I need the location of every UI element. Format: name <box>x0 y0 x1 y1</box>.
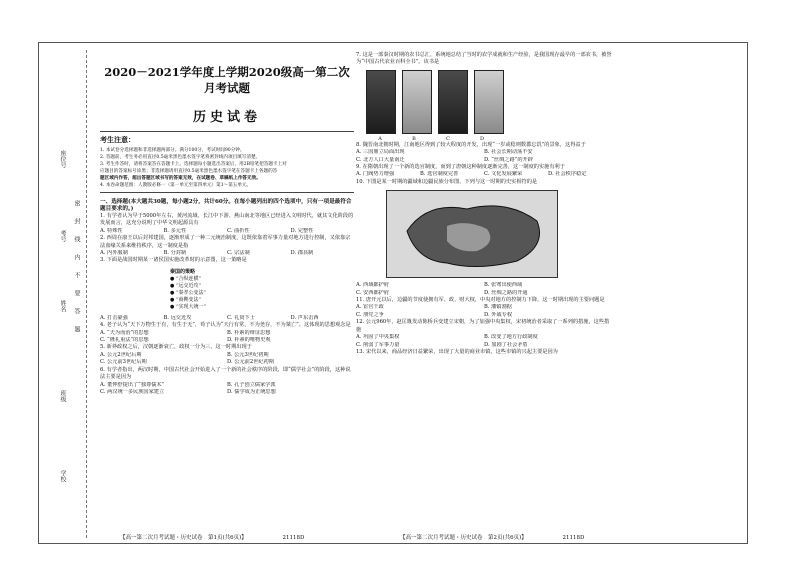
question-stem: 1. 有学者认为早于5000年左右，黄河流域、长江中下游、燕山南北等地区已经进入文明时代，就其文化阶段的发展而言，这充分说明了中华文明起源具有 <box>100 213 354 227</box>
answer-option[interactable]: B. 多元性 <box>163 227 187 234</box>
answer-option[interactable]: A. 三国鼎立局面出现 <box>356 149 405 156</box>
answer-option[interactable]: D. 郡县制 <box>290 250 314 257</box>
question-stem: 11. 唐开元以后，边疆的节度使拥有军、政、财大权，中央对地方的控制力下降，这一时期出现的主要问题是 <box>356 297 605 304</box>
answer-option[interactable]: B. 社会长期动荡不安 <box>484 149 533 156</box>
answer-options <box>100 352 354 359</box>
section-title: 一、选择题(本大题共30题，每小题2分，共计60分。在每小题列出的四个选项中，只有一项是最符合题目要求的。) <box>100 199 352 212</box>
subject-title: 历史试卷 <box>192 110 261 125</box>
diagram-item-text: “秦孝公变法” <box>175 289 207 296</box>
binding-label-name: 姓名 <box>59 300 66 312</box>
answer-option[interactable]: B. 孔子创立儒家学派 <box>227 381 276 388</box>
bullet-icon: ● <box>170 282 176 289</box>
binding-label-seat: 座位号 <box>59 150 66 168</box>
left-page <box>100 52 354 396</box>
notice-title: 考生注意： <box>100 135 135 144</box>
answer-option[interactable]: D. 完整性 <box>290 227 314 234</box>
answer-option[interactable]: C. 安西都护府 <box>356 289 390 296</box>
answer-options <box>100 389 354 396</box>
answer-option[interactable]: A. 门阀势力增强 <box>356 171 395 178</box>
answer-option[interactable]: A. 西域都护府 <box>356 282 389 289</box>
answer-option[interactable]: C. 曲折性 <box>227 227 250 234</box>
notice-line: 应题目的答案标号涂黑；非选择题请用直径0.5毫米黑色墨水签字笔在答题卡上各题的答 <box>100 169 278 174</box>
answer-options <box>100 330 354 337</box>
page-footer <box>120 533 304 541</box>
answer-option[interactable]: D. 丝绸之路的开通 <box>484 289 528 296</box>
footer-text: 【高一第二次月考试题・历史试卷 第2页(共6页)】 <box>400 535 527 541</box>
answer-option[interactable]: C. 礼贤下士 <box>227 314 255 321</box>
binding-label-id: 考号 <box>59 230 66 242</box>
answer-option[interactable]: B. 改变了地方行政制度 <box>484 334 538 341</box>
strategy-diagram <box>170 269 354 311</box>
notice-box <box>100 131 354 193</box>
book-cover-image <box>402 70 432 134</box>
answer-option[interactable]: B. 公元3世纪初期 <box>227 351 269 358</box>
question-stem: 8. 魏晋南北朝时期，江南地区得到了较大程度的开发，出现“一岁或稔则数郡忘饥”的景象，这得益于 <box>356 141 586 148</box>
answer-option[interactable]: A. 特殊性 <box>100 227 123 234</box>
diagram-item <box>170 290 354 297</box>
answer-option[interactable]: A. 董仲舒提出了“独尊儒术” <box>100 381 165 388</box>
answer-options <box>356 290 612 297</box>
answer-option[interactable]: A. 宦官干政 <box>356 304 384 311</box>
diagram-item-text: “实现大统一” <box>175 303 207 310</box>
answer-option[interactable]: A. 内外服制 <box>100 250 128 257</box>
question-stem: 12. 公元960年，赵匡胤发动陈桥兵变建立宋朝，为了加强中央集权，宋初统治者采取了一系列的措施，这些措施 <box>356 319 610 333</box>
answer-option[interactable]: C. 公元前3世纪后期 <box>100 359 147 366</box>
map-shape <box>387 191 557 277</box>
book-images <box>366 70 612 134</box>
book-cover-image <box>474 70 504 134</box>
bullet-icon: ● <box>170 275 176 282</box>
territory-map <box>386 190 558 278</box>
bullet-icon: ● <box>170 289 176 296</box>
answer-options <box>356 171 612 178</box>
answer-option[interactable]: C. 削弱了军事力量 <box>356 341 400 348</box>
question-stem: 5. 新莽政权之后，汉朝逐渐衰亡，政权一分为三，这一时期出现于 <box>100 344 252 351</box>
question-stem: 2. 西周在康王以后封邦建国，逐渐形成了一种二元统治制度，这既依靠着军事力量对地方进行控制，又依靠宗法血缘关系来维持秩序，这一制度是指 <box>100 235 351 249</box>
footer-code: 21118D <box>562 535 585 541</box>
seal-line-text: 密 封 线 内 不 要 答 题 <box>73 200 80 335</box>
footer-text: 【高一第二次月考试题・历史试卷 第1页(共6页)】 <box>120 535 247 541</box>
diagram-item <box>170 304 354 311</box>
answer-option[interactable]: D. 声东击西 <box>290 314 319 321</box>
question-list <box>100 213 354 396</box>
answer-option[interactable]: D. 外戚专权 <box>484 311 513 318</box>
answer-option[interactable]: B. 远交近攻 <box>163 314 192 321</box>
answer-option[interactable]: C. 朋党之争 <box>356 311 384 318</box>
answer-options <box>356 342 612 349</box>
answer-option[interactable]: B. 选官制度完善 <box>420 171 459 178</box>
exam-title: 2020－2021学年度上学期2020级高一第二次月考试题 <box>104 65 350 95</box>
question-stem: 7. 这是一部秦汉时期的农书总汇，系统地总结了当时的农学成就和生产经验，是我国现存最早的一部农书，被誉为“中国古代农业百科全书”。该书是 <box>356 52 612 66</box>
diagram-item-text: “合纵连横” <box>175 275 202 282</box>
answer-option[interactable]: A. 公元2世纪后期 <box>100 351 142 358</box>
answer-option[interactable]: D. 公元前2世纪初期 <box>227 359 274 366</box>
image-label: C <box>446 135 450 142</box>
answer-option[interactable]: A. “天为而治”的思想 <box>100 329 149 336</box>
notice-line: 4. 本卷命题范围：人教版必修一（第一单元至第四单元）第1～第五单元。 <box>100 183 252 188</box>
answer-options <box>356 282 612 289</box>
question-stem: 13. 宋代以来，商品经济日益繁荣，出现了大量的商业市镇，这些市镇的兴起主要是因为 <box>356 348 558 355</box>
binding-label-school: 学校 <box>59 470 66 482</box>
question-stem: 6. 有学者指出，两汉时期，中国古代社会开始进入了一个新的社会秩序的阶段，即“儒学社会”的阶段，这种说法主要是因为 <box>100 366 351 381</box>
answer-options <box>356 149 612 156</box>
answer-option[interactable]: C. 北方人口大量南迁 <box>356 156 405 163</box>
notice-line: 3. 考生作答时，请将答案答在答题卡上。选择题每小题选出答案后，用2B铅笔把答题卡上对 <box>100 162 287 167</box>
diagram-item-text: “商鞅变法” <box>175 296 202 303</box>
question-stem: 9. 在隋朝出现了一个新的选官制度，而到了唐朝这种制度逐渐完善，这一制度的实施有利于 <box>356 164 565 171</box>
diagram-item <box>170 297 354 304</box>
page-footer <box>400 533 584 541</box>
answer-option[interactable]: B. 张骞出使西域 <box>484 282 523 289</box>
notice-line: 题区域内作答，超出答题区域书写的答案无效，在试题卷、草稿纸上作答无效。 <box>100 176 261 181</box>
answer-options <box>100 382 354 389</box>
diagram-item-text: “远交近攻” <box>175 282 202 289</box>
image-label: D <box>479 135 484 142</box>
binding-strip <box>40 50 87 538</box>
answer-option[interactable]: B. 分封制 <box>163 250 187 257</box>
diagram-item <box>170 276 354 283</box>
answer-options <box>100 359 354 366</box>
question-stem: 4. 老子认为“天下万物生于有，有生于无”，荀子认为“天行有常，不为尧存，不为桀亡”。这体现的思想观念是 <box>100 322 351 329</box>
answer-options <box>356 157 612 164</box>
answer-option[interactable]: C. 文化发展繁荣 <box>484 171 523 178</box>
book-cover-image <box>366 70 396 134</box>
diagram-item <box>170 283 354 290</box>
answer-option[interactable]: D. 加剧了社会矛盾 <box>484 341 528 348</box>
question-list <box>356 52 612 356</box>
answer-option[interactable]: D. “丝绸之路”的开辟 <box>484 156 533 163</box>
right-page <box>356 52 612 356</box>
answer-option[interactable]: A. 巩固了中央集权 <box>356 334 400 341</box>
answer-option[interactable]: C. 宗法制 <box>227 250 250 257</box>
answer-options <box>356 334 612 341</box>
answer-option[interactable]: D. 儒学成为正统思想 <box>227 388 276 395</box>
notice-line: 1. 本试卷分选择题和非选择题两部分。满分100分，考试时间90分钟。 <box>100 148 245 153</box>
footer-code: 21118D <box>282 535 305 541</box>
answer-option[interactable]: C. 两汉统一多民族国家建立 <box>100 388 165 395</box>
answer-option[interactable]: C. “隆礼重法”的思想 <box>100 337 149 344</box>
image-label: A <box>378 135 382 142</box>
answer-option[interactable]: D. 社会秩序稳定 <box>548 171 587 178</box>
bullet-icon: ● <box>170 296 176 303</box>
answer-option[interactable]: B. 藩镇割据 <box>484 304 512 311</box>
image-label: B <box>412 135 416 142</box>
answer-option[interactable]: A. 打击豪强 <box>100 314 128 321</box>
answer-option[interactable]: B. 朴素的辩证思想 <box>227 329 271 336</box>
question-stem: 3. 下面是战国时期某一诸侯国实施改革时的示意图，这一策略是 <box>100 257 247 264</box>
book-cover-image <box>438 70 468 134</box>
diagram-title: 秦国的策略 <box>170 268 196 275</box>
binding-label-class: 班级 <box>59 390 66 402</box>
answer-options <box>356 304 612 311</box>
notice-line: 2. 答题前，考生务必用直径0.5毫米黑色墨水签字笔将密封线内项目填写清楚。 <box>100 155 261 160</box>
answer-option[interactable]: D. 朴素的唯物史观 <box>227 337 271 344</box>
question-stem: 10. 下图是某一时期的疆域和边疆民族分布图，下列与这一时期的史实相符的是 <box>356 178 538 185</box>
bullet-icon: ● <box>170 303 176 310</box>
